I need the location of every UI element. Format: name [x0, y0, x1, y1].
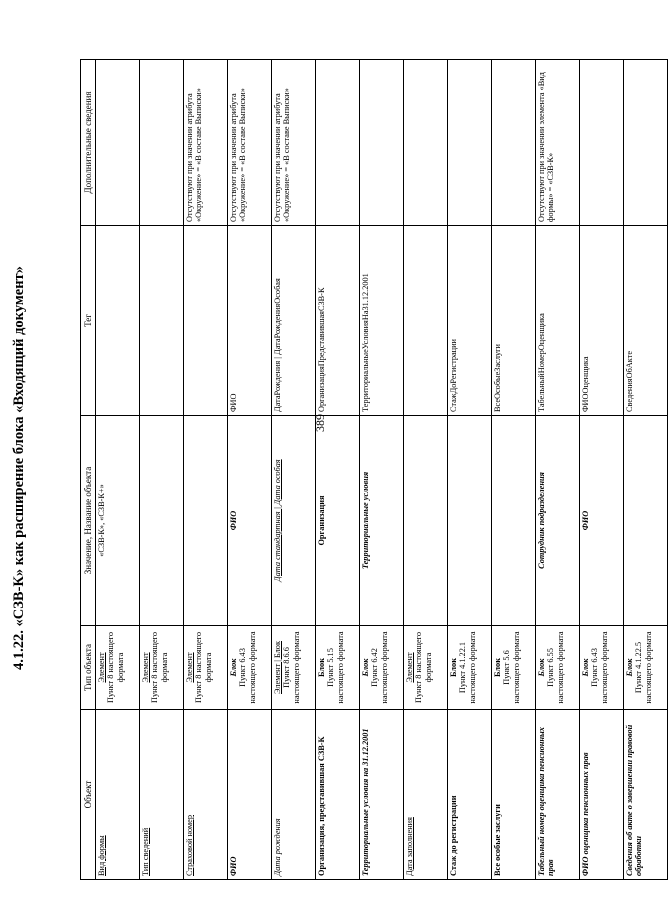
- cell-extra: Отсутствуют при значении атрибута «Окружение» = «В составе Выписки»: [184, 60, 228, 226]
- cell-type: [360, 626, 404, 710]
- cell-object: Вид формы: [96, 710, 140, 880]
- type-kind: Элемент | Блок: [273, 641, 282, 694]
- cell-value: [404, 416, 448, 626]
- cell-object: Территориальные условия на 31.12.2001: [360, 710, 404, 880]
- table-row: [96, 60, 140, 880]
- cell-type: [624, 626, 668, 710]
- rotated-table-container: [80, 60, 653, 880]
- type-ref: Пункт 4.1.22.5 настоящего формата: [634, 631, 653, 704]
- cell-object: Организация, представившая СЗВ-К: [316, 710, 360, 880]
- type-kind: Элемент: [141, 652, 150, 683]
- cell-tag: ФИО: [228, 226, 272, 416]
- cell-value: Сотрудник подразделения: [536, 416, 580, 626]
- cell-tag: [140, 226, 184, 416]
- type-ref: Пункт 6.43 настоящего формата: [590, 631, 609, 704]
- cell-extra: [448, 60, 492, 226]
- type-kind: Блок: [317, 658, 326, 677]
- cell-extra: [316, 60, 360, 226]
- cell-extra: Отсутствуют при значении атрибута «Окружение» = «В составе Выписки»: [272, 60, 316, 226]
- type-kind: Элемент: [185, 652, 194, 683]
- cell-extra: Отсутствуют при значении атрибута «Окружение» = «В составе Выписки»: [228, 60, 272, 226]
- type-ref: Пункт 6.55 настоящего формата: [546, 631, 565, 704]
- header-value: Значение, Название объекта: [81, 416, 96, 626]
- cell-object: Дата заполнения: [404, 710, 448, 880]
- table-row: [360, 60, 404, 880]
- type-kind: Блок: [537, 658, 546, 677]
- cell-value: [492, 416, 536, 626]
- cell-object: Стаж до регистрации: [448, 710, 492, 880]
- cell-value: [184, 416, 228, 626]
- type-ref: Пункт 6.43 настоящего формата: [238, 631, 257, 704]
- cell-extra: [140, 60, 184, 226]
- table-header-row: [81, 60, 96, 880]
- type-kind: Элемент: [97, 652, 106, 683]
- cell-value: ФИО: [228, 416, 272, 626]
- cell-tag: [96, 226, 140, 416]
- cell-type: [404, 626, 448, 710]
- table-row: [536, 60, 580, 880]
- cell-extra: [492, 60, 536, 226]
- cell-value: Дата стандартная | Дата особая: [272, 416, 316, 626]
- type-kind: Блок: [581, 658, 590, 677]
- cell-extra: [360, 60, 404, 226]
- cell-tag: [404, 226, 448, 416]
- header-object: Объект: [81, 710, 96, 880]
- cell-value: Организация: [316, 416, 360, 626]
- header-extra: Дополнительные сведения: [81, 60, 96, 226]
- cell-tag: ТабельныйНомерОценщика: [536, 226, 580, 416]
- cell-type: [228, 626, 272, 710]
- cell-type: [492, 626, 536, 710]
- cell-type: [140, 626, 184, 710]
- cell-extra: [624, 60, 668, 226]
- cell-object: Сведения об акте о завершении правовой обработки: [624, 710, 668, 880]
- table-row: [448, 60, 492, 880]
- cell-tag: ДатаРождения | ДатаРожденияОсобая: [272, 226, 316, 416]
- cell-type: [536, 626, 580, 710]
- cell-value: ФИО: [580, 416, 624, 626]
- cell-type: [272, 626, 316, 710]
- cell-type: [316, 626, 360, 710]
- cell-tag: ВсеОсобыеЗаслуги: [492, 226, 536, 416]
- table-row: [624, 60, 668, 880]
- cell-value: [624, 416, 668, 626]
- cell-object: Тип сведений: [140, 710, 184, 880]
- header-tag: Тег: [81, 226, 96, 416]
- table-row: [140, 60, 184, 880]
- cell-extra: [404, 60, 448, 226]
- cell-object: Все особые заслуги: [492, 710, 536, 880]
- type-ref: Пункт 8 настоящего формата: [150, 632, 169, 703]
- cell-value: «СЗВ-К», «СЗВ-К+»: [96, 416, 140, 626]
- cell-value: Территориальные условия: [360, 416, 404, 626]
- type-ref: Пункт 8.6.6 настоящего формата: [282, 631, 301, 704]
- type-ref: Пункт 5.15 настоящего формата: [326, 631, 345, 704]
- section-heading: 4.1.22. «СЗВ-К» как расширение блока «Входящий документ»: [11, 266, 27, 670]
- type-kind: Блок: [361, 658, 370, 677]
- cell-value: [448, 416, 492, 626]
- table-row: [272, 60, 316, 880]
- cell-tag: [184, 226, 228, 416]
- cell-tag: ТерриториальныеУсловияНа31.12.2001: [360, 226, 404, 416]
- type-kind: Блок: [625, 658, 634, 677]
- table-row: [404, 60, 448, 880]
- type-kind: Блок: [449, 658, 458, 677]
- page-number: 389: [313, 414, 327, 432]
- cell-type: [96, 626, 140, 710]
- table-row: [184, 60, 228, 880]
- cell-type: [580, 626, 624, 710]
- type-ref: Пункт 6.42 настоящего формата: [370, 631, 389, 704]
- type-ref: Пункт 8 настоящего формата: [194, 632, 213, 703]
- cell-object: ФИО оценщика пенсионных прав: [580, 710, 624, 880]
- cell-extra: [96, 60, 140, 226]
- table-row: [316, 60, 360, 880]
- cell-tag: ФИООценщика: [580, 226, 624, 416]
- type-kind: Блок: [229, 658, 238, 677]
- cell-type: [184, 626, 228, 710]
- table-row: [228, 60, 272, 880]
- type-ref: Пункт 8 настоящего формата: [414, 632, 433, 703]
- cell-object: ФИО: [228, 710, 272, 880]
- cell-object: Дата рождения: [272, 710, 316, 880]
- type-kind: Элемент: [405, 652, 414, 683]
- cell-tag: ОрганизацияПредставившаяСЗВ-К: [316, 226, 360, 416]
- cell-type: [448, 626, 492, 710]
- cell-extra: [580, 60, 624, 226]
- type-ref: Пункт 8 настоящего формата: [106, 632, 125, 703]
- header-type: Тип объекта: [81, 626, 96, 710]
- cell-extra: Отсутствуют при значении элемента «Вид формы» = «СЗВ-К»: [536, 60, 580, 226]
- cell-object: Страховой номер: [184, 710, 228, 880]
- type-ref: Пункт 5.6 настоящего формата: [502, 631, 521, 704]
- table-row: [492, 60, 536, 880]
- cell-tag: СтажДоРегистрации: [448, 226, 492, 416]
- extension-table: [80, 59, 668, 880]
- cell-object: Табельный номер оценщика пенсионных прав: [536, 710, 580, 880]
- type-ref: Пункт 4.1.22.1 настоящего формата: [458, 631, 477, 704]
- table-row: [580, 60, 624, 880]
- type-kind: Блок: [493, 658, 502, 677]
- cell-tag: СведенияОбАкте: [624, 226, 668, 416]
- cell-value: [140, 416, 184, 626]
